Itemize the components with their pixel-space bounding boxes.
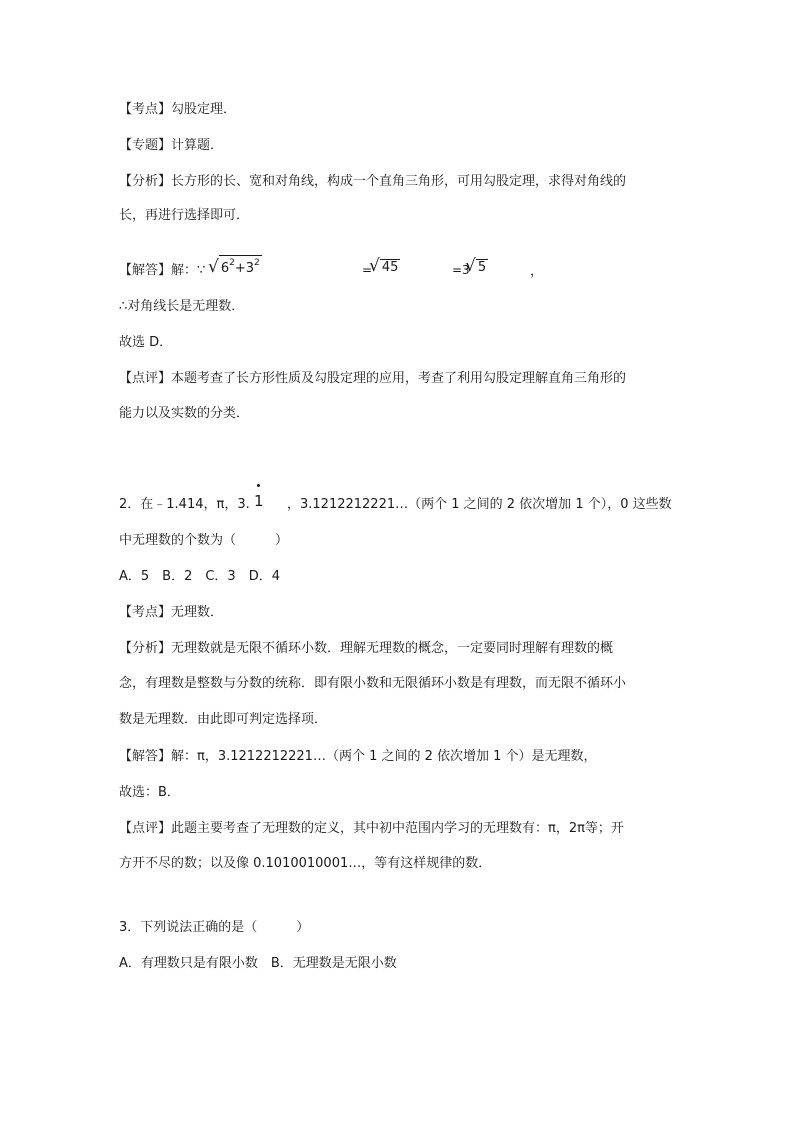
q1-zhuanti: 【专题】计算题． <box>119 138 224 153</box>
q1-eq2: =3 <box>452 263 470 277</box>
q3-options: A．有理数只是有限小数 B．无理数是无限小数 <box>119 956 397 971</box>
q1-kaodian: 【考点】勾股定理． <box>119 102 237 117</box>
q1-dianping-line1: 【点评】本题考查了长方形性质及勾股定理的应用，考查了利用勾股定理解直角三角形的 <box>119 371 627 386</box>
q2-jieda: 【解答】解：π，3.1212212221…（两个 1 之间的 2 依次增加 1 个）是无理数， <box>119 749 597 764</box>
q1-rad1-plus: +3 <box>234 261 255 276</box>
q1-rad2-value: 45 <box>381 260 399 275</box>
q1-radical-45 <box>369 257 400 277</box>
q1-rad3-value: 5 <box>477 260 487 275</box>
q2-stem-line1-b: ，3.1212212221…（两个 1 之间的 2 依次增加 1 个），0 这些数 <box>287 497 672 512</box>
q1-rad1-exp-b: 2 <box>254 258 260 268</box>
q2-stem-line2: 中无理数的个数为（ ） <box>119 533 289 548</box>
q3-stem: 3．下列说法正确的是（ ） <box>119 920 310 935</box>
q2-guxuan: 故选：B． <box>119 785 180 800</box>
q1-rad1-exp-a: 2 <box>229 258 235 268</box>
q2-fenxi-line2: 念，有理数是整数与分数的统称．即有限小数和无限循环小数是有理数，而无限不循环小 <box>119 676 627 691</box>
q1-radical-expression <box>208 255 262 278</box>
q1-rad1-base-a: 6 <box>220 261 230 276</box>
q1-dianping-line2: 能力以及实数的分类． <box>119 406 250 421</box>
q1-eq1: = <box>362 263 373 277</box>
q1-jieda-prefix: 【解答】解：∵ <box>119 263 206 278</box>
q1-fenxi-line2: 长，再进行选择即可． <box>119 208 250 223</box>
q2-options: A．5 B．2 C．3 D．4 <box>119 569 280 584</box>
radical-sign-icon: √ <box>369 256 380 276</box>
q1-guxuan: 故选 D． <box>119 335 173 350</box>
q2-repeating-digit: 1 <box>254 492 264 510</box>
q2-fenxi-line1: 【分析】无理数就是无限不循环小数．理解无理数的概念，一定要同时理解有理数的概 <box>119 641 614 656</box>
q1-radical-5 <box>465 257 488 277</box>
q1-conclusion: ∴对角线长是无理数． <box>119 299 245 314</box>
repeating-dot-icon <box>257 484 260 487</box>
radical-sign-icon: √ <box>208 257 219 277</box>
q2-dianping-line2: 方开不尽的数；以及像 0.1010010001…，等有这样规律的数． <box>119 856 492 871</box>
q2-dianping-line1: 【点评】此题主要考查了无理数的定义，其中初中范围内学习的无理数有：π，2π等；开 <box>119 821 624 836</box>
radical-sign-icon: √ <box>465 256 476 276</box>
q2-stem-line1-a: 2．在﹣1.414，π，3. <box>119 497 250 512</box>
q1-comma: ， <box>530 264 544 279</box>
q2-kaodian: 【考点】无理数． <box>119 605 224 620</box>
q2-fenxi-line3: 数是无理数．由此即可判定选择项． <box>119 712 328 727</box>
q1-fenxi-line1: 【分析】长方形的长、宽和对角线，构成一个直角三角形，可用勾股定理，求得对角线的 <box>119 174 627 189</box>
